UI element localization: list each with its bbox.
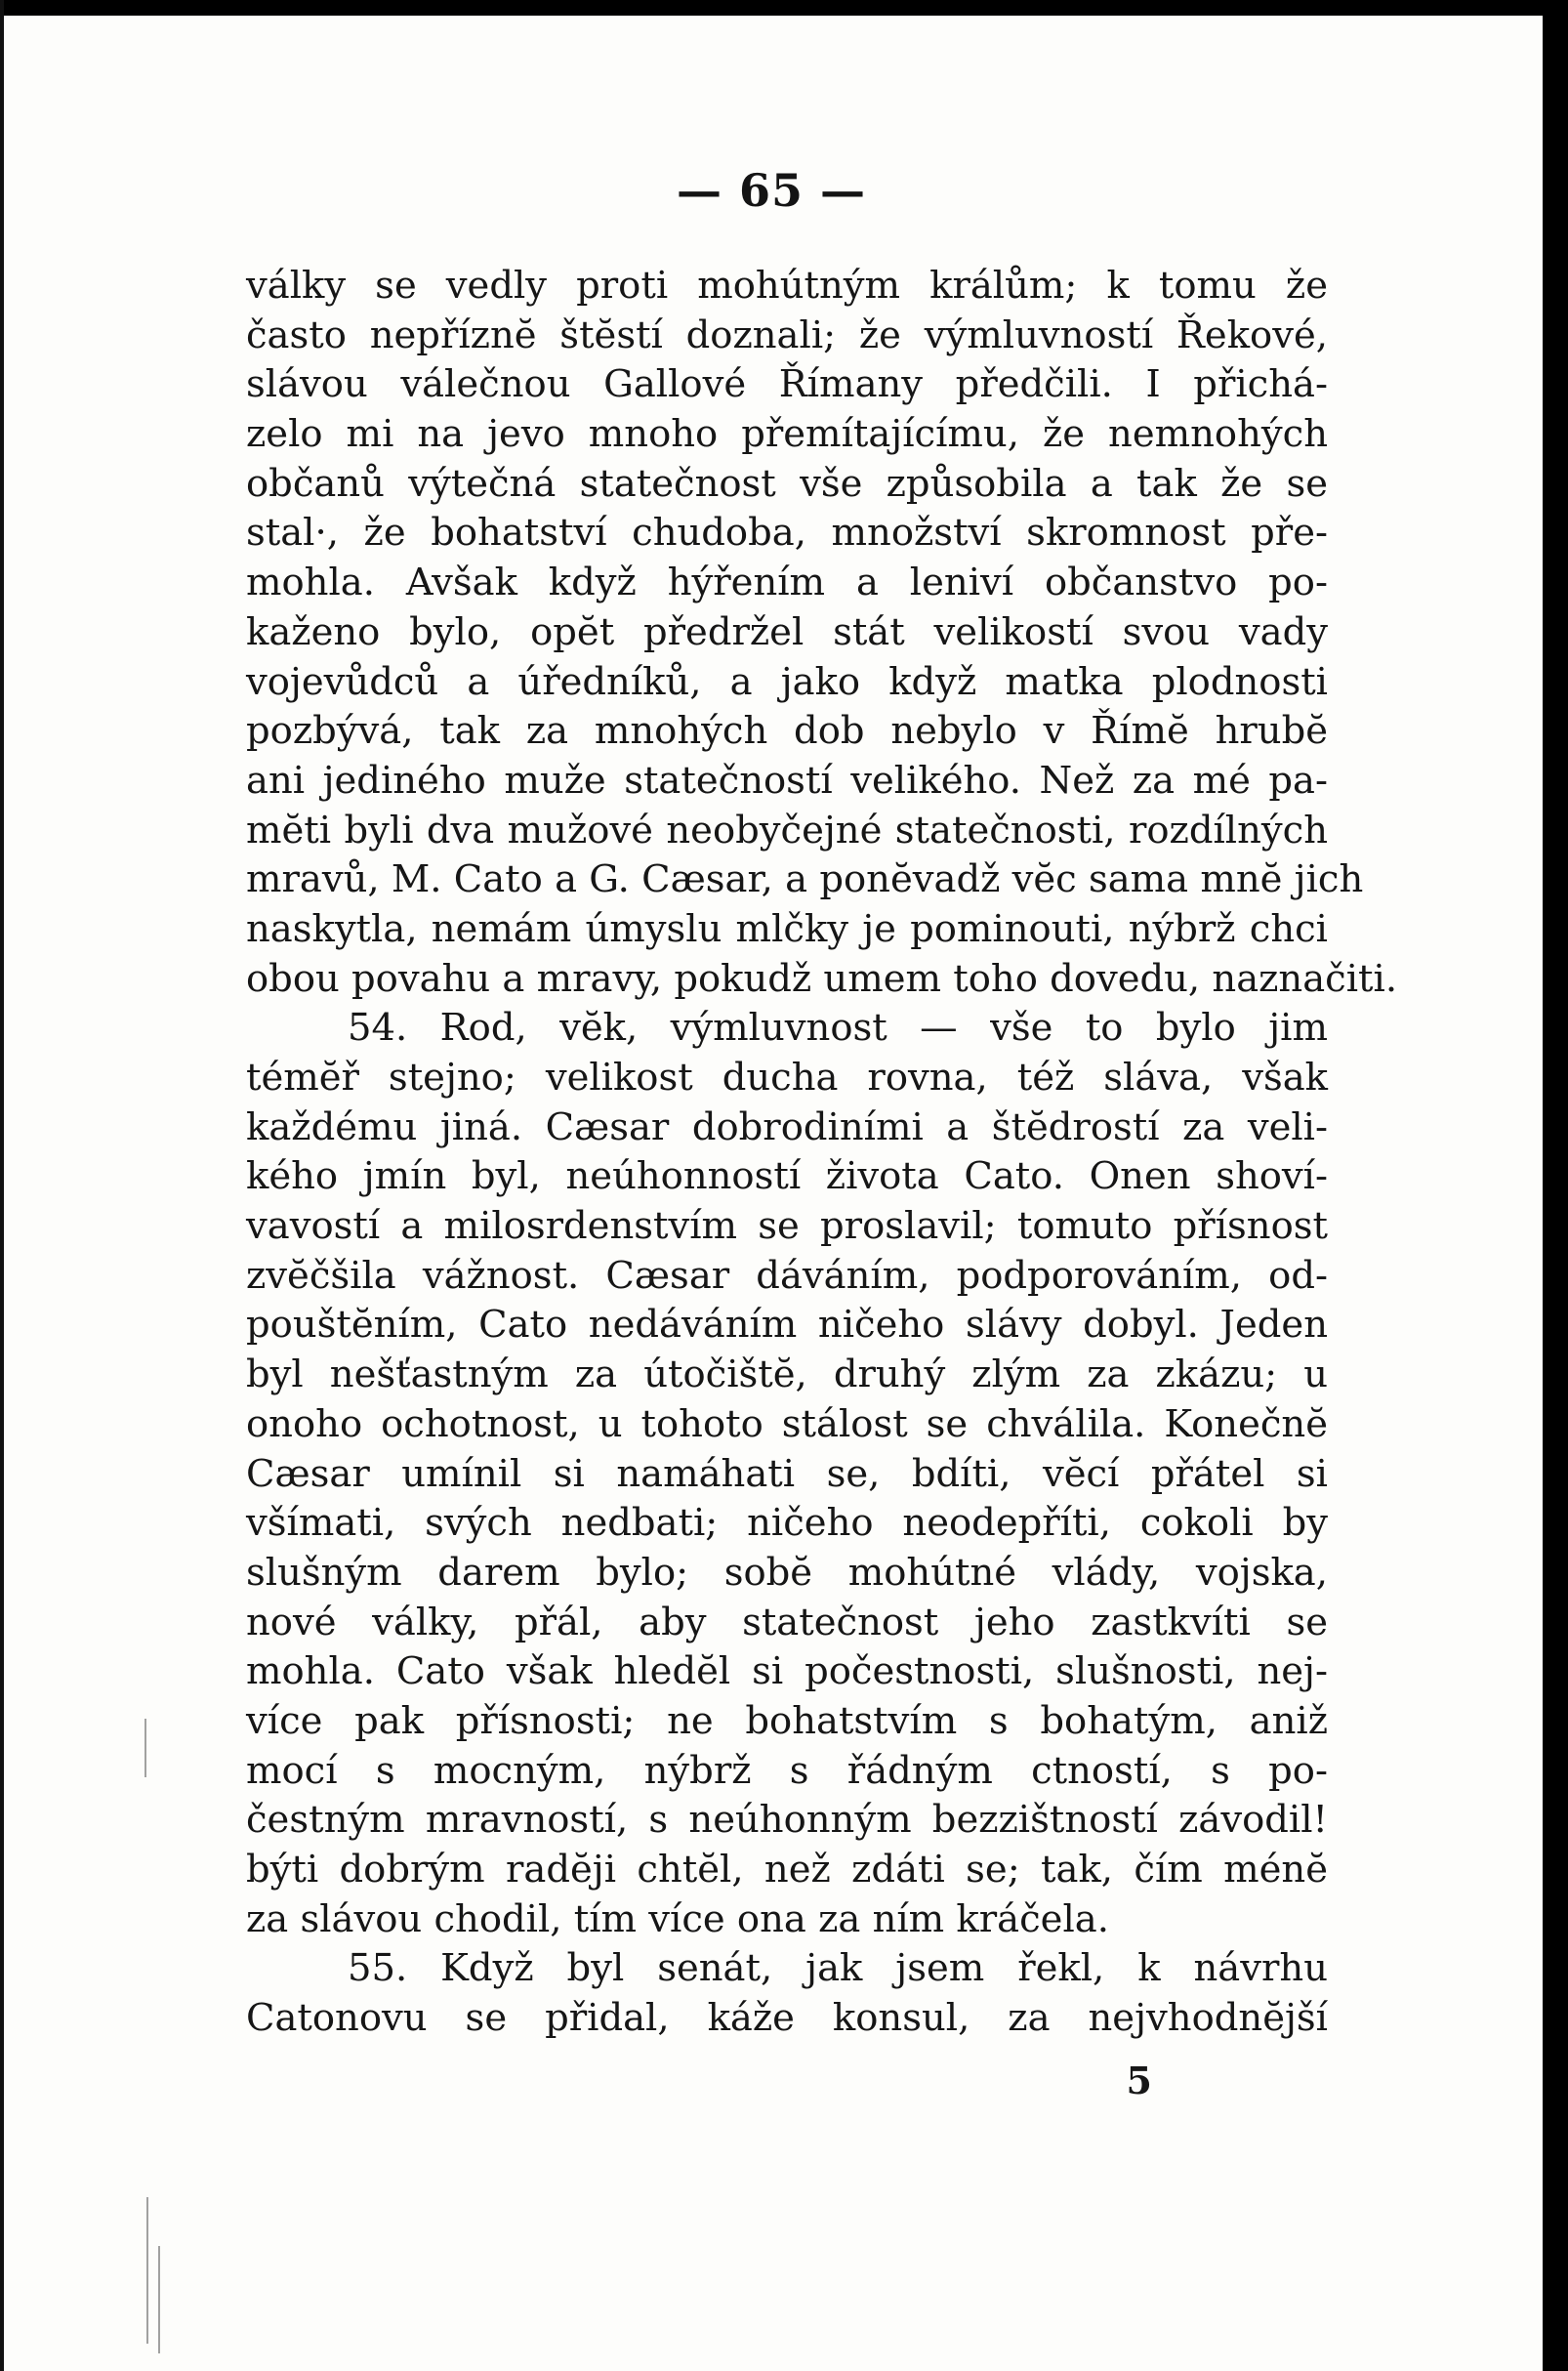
text-line: Catonovu se přidal, káže konsul, za nejvhodnĕjší xyxy=(246,1996,1328,2041)
text-line: zelo mi na jevo mnoho přemítajícímu, že nemnohých xyxy=(246,412,1328,457)
scan-border-left xyxy=(0,0,4,2371)
text-line: slušným darem bylo; sobĕ mohútné vlády, vojska, xyxy=(246,1550,1328,1595)
text-line: mocí s mocným, nýbrž s řádným ctností, s po- xyxy=(246,1748,1328,1793)
text-line: každému jiná. Cæsar dobrodiními a štĕdrostí za veli- xyxy=(246,1104,1328,1149)
text-line: všímati, svých nedbati; ničeho neodepříti, cokoli by xyxy=(246,1501,1328,1546)
body-text xyxy=(246,262,1398,2044)
text-line: kaženo bylo, opĕt předržel stát velikostí svou vady xyxy=(246,609,1328,654)
text-line: čestným mravností, s neúhonným bezzištností závodil! xyxy=(246,1798,1328,1843)
text-line: více pak přísnosti; ne bohatstvím s bohatým, aniž xyxy=(246,1698,1328,1743)
scan-artifact xyxy=(158,2246,160,2353)
text-line: mohla. Avšak když hýřením a leniví občanstvo po- xyxy=(246,561,1328,605)
text-line: ani jediného muže statečností velikého. Než za mé pa- xyxy=(246,758,1328,803)
text-line: 54. Rod, vĕk, výmluvnost — vše to bylo jim xyxy=(348,1006,1328,1051)
text-line: slávou válečnou Gallové Římany předčili. I přichá- xyxy=(246,362,1328,407)
text-line: kého jmín byl, neúhonností života Cato. Onen shoví- xyxy=(246,1154,1328,1199)
text-line: Cæsar umínil si namáhati se, bdíti, vĕcí přátel si xyxy=(246,1451,1328,1496)
text-line: pozbývá, tak za mnohých dob nebylo v Římĕ hrubĕ xyxy=(246,709,1328,754)
text-line: mĕti byli dva mužové neobyčejné statečnosti, rozdílných xyxy=(246,808,1328,853)
scan-border-right xyxy=(1543,0,1568,2371)
text-line: občanů výtečná statečnost vše způsobila a tak že se xyxy=(246,461,1328,506)
signature-number: 5 xyxy=(1126,2059,1152,2102)
text-line: onoho ochotnost, u tohoto stálost se chválila. Konečnĕ xyxy=(246,1401,1328,1446)
text-line: naskytla, nemám úmyslu mlčky je pominouti, nýbrž chci xyxy=(246,906,1328,951)
text-line: byl nešťastným za útočištĕ, druhý zlým za zkázu; u xyxy=(246,1352,1328,1397)
text-line: mohla. Cato však hledĕl si počestnosti, slušnosti, nej- xyxy=(246,1649,1328,1694)
text-line: témĕř stejno; velikost ducha rovna, též sláva, však xyxy=(246,1056,1328,1100)
text-line: pouštĕním, Cato nedáváním ničeho slávy dobyl. Jeden xyxy=(246,1303,1328,1348)
text-line: války se vedly proti mohútným králům; k tomu že xyxy=(246,264,1328,308)
text-line: mravů, M. Cato a G. Cæsar, a ponĕvadž vĕc sama mnĕ jich xyxy=(246,857,1364,902)
paragraph-end-line: obou povahu a mravy, pokudž umem toho dovedu, naznačiti. xyxy=(246,956,1398,1001)
scan-artifact xyxy=(144,1719,146,1777)
paragraph-end-line: za slávou chodil, tím více ona za ním kráčela. xyxy=(246,1896,1109,1941)
text-line: býti dobrým radĕji chtĕl, než zdáti se; tak, čím ménĕ xyxy=(246,1848,1328,1892)
text-line: zvĕčšila vážnost. Cæsar dáváním, podporováním, od- xyxy=(246,1253,1328,1298)
text-line: 55. Když byl senát, jak jsem řekl, k návrhu xyxy=(348,1946,1328,1991)
text-line: vavostí a milosrdenstvím se proslavil; tomuto přísnost xyxy=(246,1204,1328,1249)
page-number: — 65 — xyxy=(676,164,867,217)
text-line: často nepříznĕ štĕstí doznali; že výmluvností Řekové, xyxy=(246,312,1328,357)
text-line: stal·, že bohatství chudoba, množství skromnost pře- xyxy=(246,511,1328,556)
scan-artifact xyxy=(146,2197,148,2344)
text-line: vojevůdců a úředníků, a jako když matka plodnosti xyxy=(246,659,1328,704)
scan-border-top xyxy=(0,0,1568,16)
text-line: nové války, přál, aby statečnost jeho zastkvíti se xyxy=(246,1600,1328,1644)
